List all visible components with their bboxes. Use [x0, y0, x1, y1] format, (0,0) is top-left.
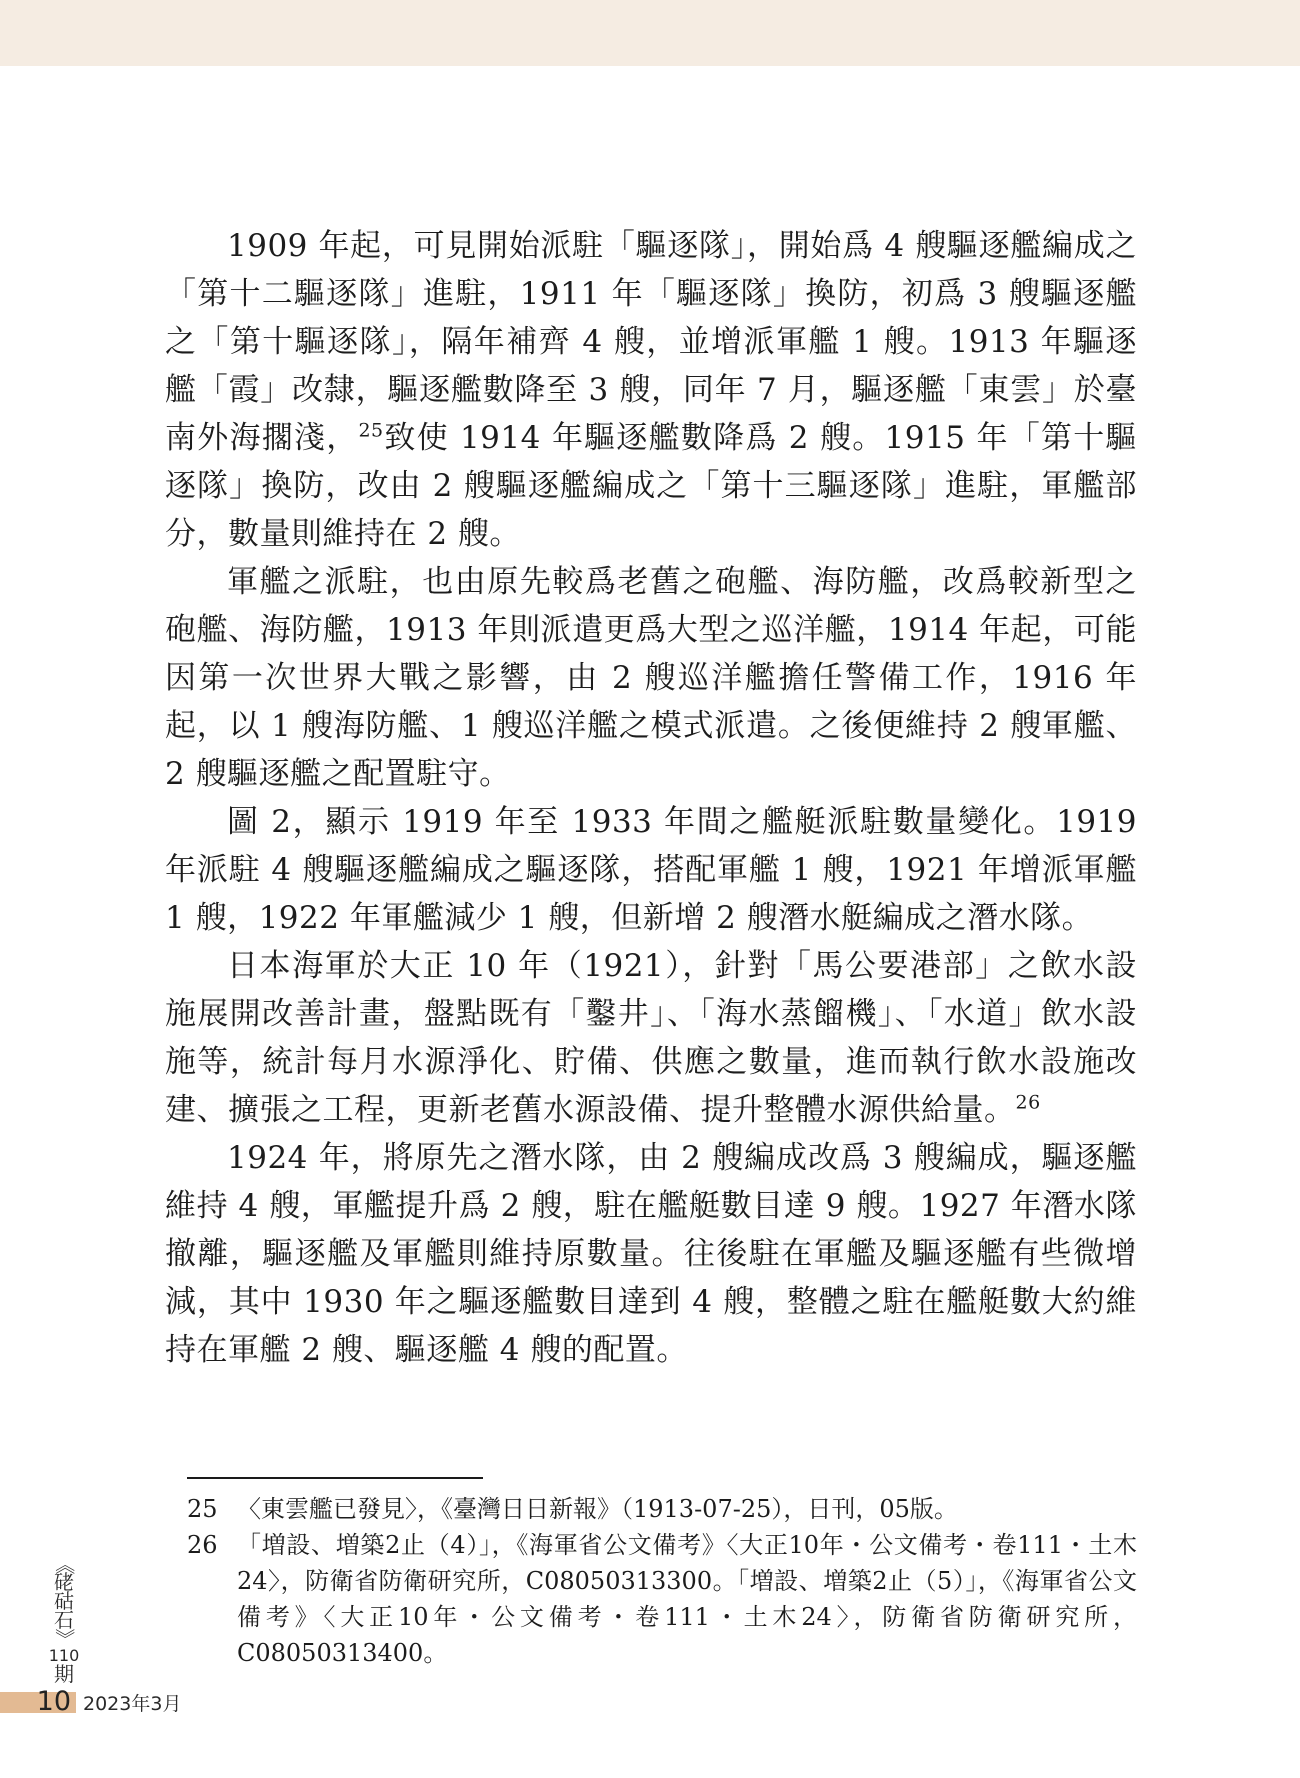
paragraph: 1909 年起，可見開始派駐「驅逐隊」，開始爲 4 艘驅逐艦編成之「第十二驅逐隊」進駐，1911 年「驅逐隊」換防，初爲 3 艘驅逐艦之「第十驅逐隊」，隔年補齊 4 艘，並增派軍艦 1 艘。1913 年驅逐艦「霞」改隸，驅逐艦數降至 3 艘，同年 7 月，驅逐艦「東雲」於臺南外海擱淺，$^{25}$致使 1914 年驅逐艦數降爲 2 艘。1915 年「第十驅逐隊」換防，改由 2 艘驅逐艦編成之「第十三驅逐隊」進駐，軍艦部分，數量則維持在 2 艘。: [165, 228, 1137, 552]
footnote-item: [187, 1527, 1137, 1671]
top-band: [0, 0, 1300, 66]
journal-title-char: 《: [52, 1554, 77, 1575]
paragraph: 1924 年，將原先之潛水隊，由 2 艘編成改爲 3 艘編成，驅逐艦維持 4 艘，軍艦提升爲 2 艘，駐在艦艇數目達 9 艘。1927 年潛水隊撤離，驅逐艦及軍艦則維持原數量。往後駐在軍艦及驅逐艦有些微增減，其中 1930 年之驅逐艦數目達到 4 艘，整體之駐在艦艇數大約維持在軍艦 2 艘、驅逐艦 4 艘的配置。: [165, 1140, 1137, 1368]
paragraph: 日本海軍於大正 10 年（1921），針對「馬公要港部」之飲水設施展開改善計畫，盤點既有「鑿井」、「海水蒸餾機」、「水道」飲水設施等，統計每月水源淨化、貯備、供應之數量，進而執行飲水設施改建、擴張之工程，更新老舊水源設備、提升整體水源供給量。$^{26}$: [165, 948, 1137, 1128]
issue-date: 2023年3月: [83, 1693, 182, 1715]
journal-title-char: 𥑮: [54, 1589, 74, 1613]
footnote-text: 「増設、増築2止（4）」，《海軍省公文備考》〈大正10年・公文備考・卷111・土木24〉，防衛省防衛研究所，C08050313300。「増設、増築2止（5）」，《海軍省公文備考》〈大正10年・公文備考・卷111・土木24〉，防衛省防衛研究所，C08050313400。: [237, 1531, 1137, 1667]
issue-label: 期: [54, 1662, 74, 1686]
footnote-marker: 26: [1015, 1091, 1041, 1114]
footnote-number: 26: [187, 1531, 218, 1559]
paragraph: 軍艦之派駐，也由原先較爲老舊之砲艦、海防艦，改爲較新型之砲艦、海防艦，1913 年則派遣更爲大型之巡洋艦，1914 年起，可能因第一次世界大戰之影響，由 2 艘巡洋艦擔任警備工作，1916 年起，以 1 艘海防艦、1 艘巡洋艦之模式派遣。之後便維持 2 艘軍艦、2 艘驅逐艦之配置駐守。: [165, 564, 1137, 792]
page-number: 10: [36, 1686, 71, 1717]
journal-title-vertical: [46, 1556, 82, 1684]
journal-title-char: 硓: [54, 1570, 74, 1594]
page-number-bar: [0, 1686, 76, 1717]
article-body: [165, 222, 1137, 1374]
journal-title-char: 》: [52, 1628, 77, 1649]
footnotes: [187, 1491, 1137, 1671]
footnote-item: [187, 1491, 1137, 1527]
footnote-separator: [187, 1477, 483, 1479]
footnote-text: 〈東雲艦已發見〉，《臺灣日日新報》（1913-07-25），日刊，05版。: [237, 1495, 958, 1523]
paragraph: 圖 2，顯示 1919 年至 1933 年間之艦艇派駐數量變化。1919 年派駐 4 艘驅逐艦編成之驅逐隊，搭配軍艦 1 艘，1921 年增派軍艦 1 艘，1922 年軍艦減少 1 艘，但新增 2 艘潛水艇編成之潛水隊。: [165, 804, 1137, 936]
journal-title-char: 石: [54, 1608, 74, 1632]
issue-number: 110: [48, 1646, 80, 1665]
footnote-marker: 25: [358, 419, 384, 442]
footnote-number: 25: [187, 1495, 218, 1523]
